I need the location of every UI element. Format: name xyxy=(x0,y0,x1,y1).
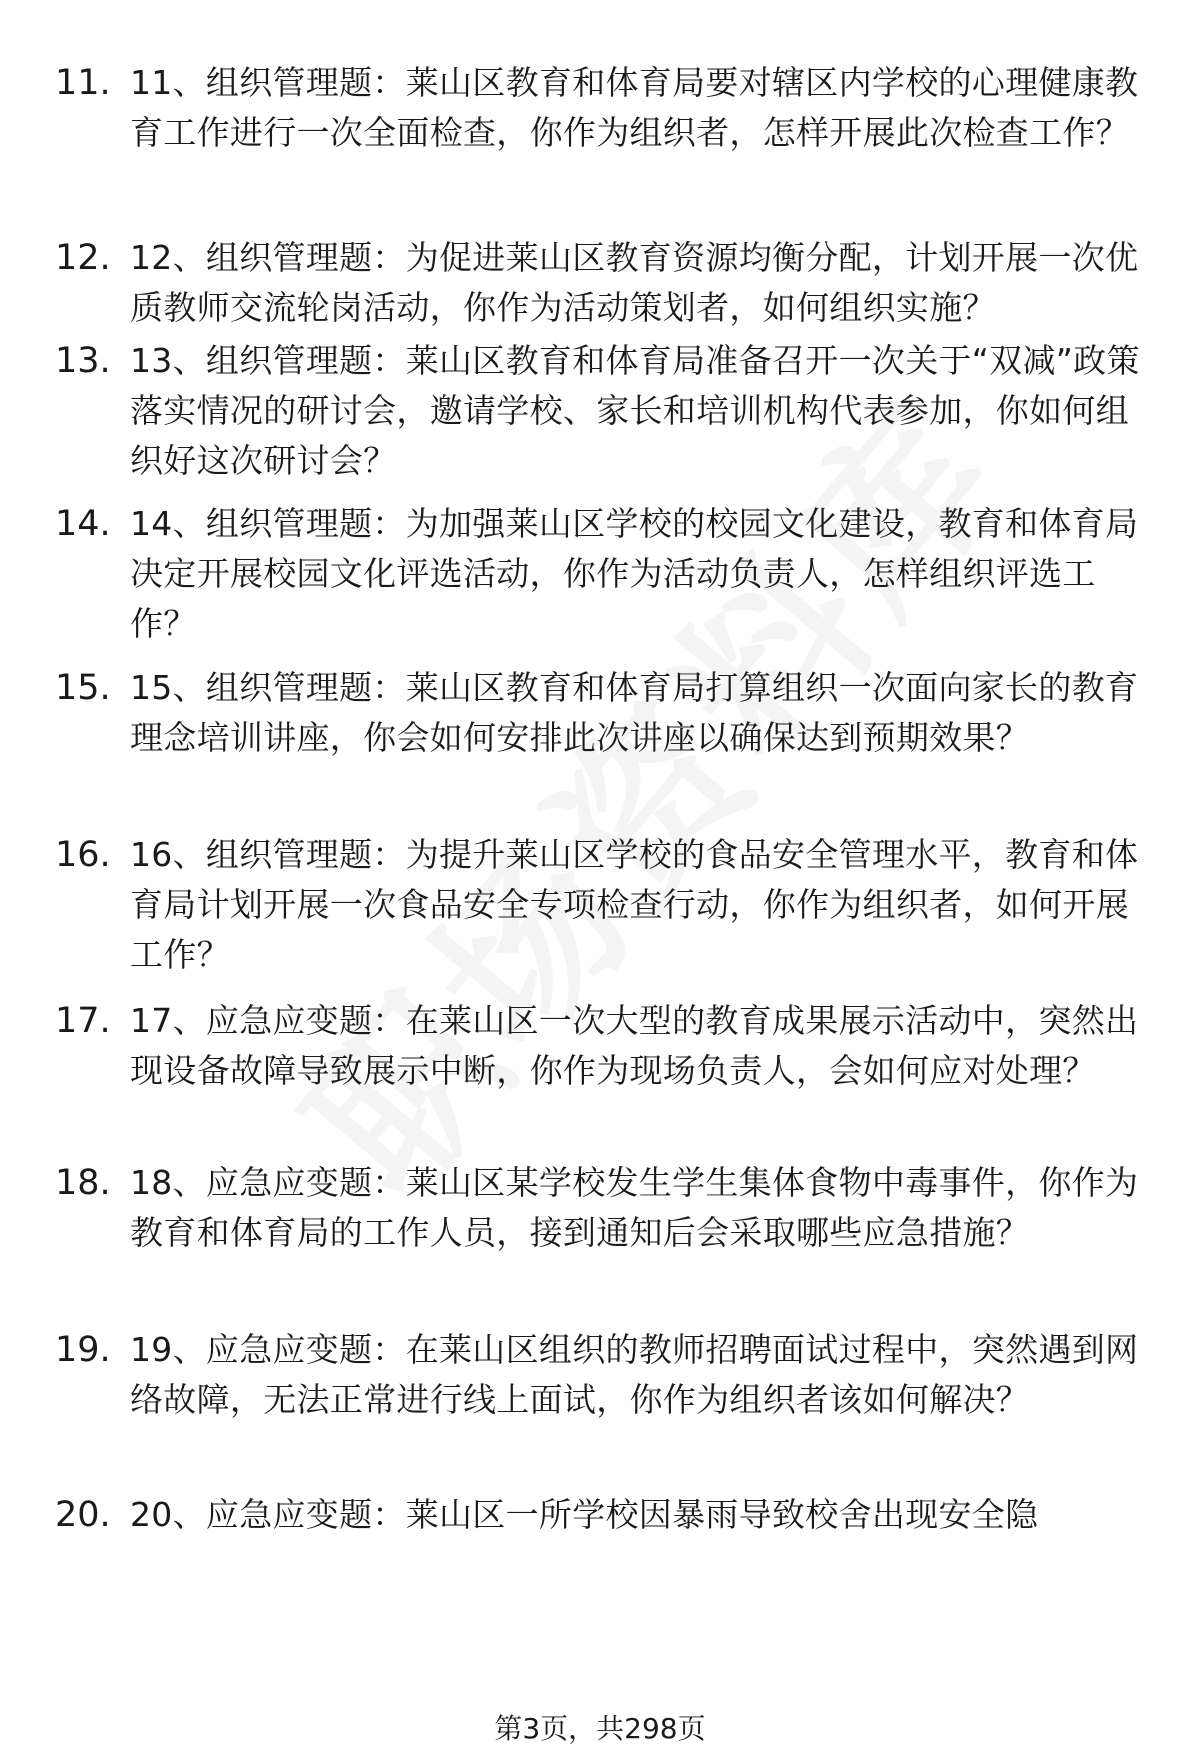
item-text: 17、应急应变题：在莱山区一次大型的教育成果展示活动中，突然出现设备故障导致展示中断，你作为现场负责人，会如何应对处理？ xyxy=(130,1001,1139,1090)
item-number: 18. xyxy=(55,1163,111,1203)
item-number: 11. xyxy=(55,63,111,103)
item-text: 18、应急应变题：莱山区某学校发生学生集体食物中毒事件，你作为教育和体育局的工作人员，接到通知后会采取哪些应急措施？ xyxy=(130,1163,1139,1252)
item-number: 13. xyxy=(55,341,111,381)
item-text: 19、应急应变题：在莱山区组织的教师招聘面试过程中，突然遇到网络故障，无法正常进行线上面试，你作为组织者该如何解决？ xyxy=(130,1330,1139,1419)
item-text: 12、组织管理题：为促进莱山区教育资源均衡分配，计划开展一次优质教师交流轮岗活动，你作为活动策划者，如何组织实施？ xyxy=(130,238,1139,327)
item-text: 13、组织管理题：莱山区教育和体育局准备召开一次关于“双减”政策落实情况的研讨会，邀请学校、家长和培训机构代表参加，你如何组织好这次研讨会？ xyxy=(130,341,1140,480)
item-number: 17. xyxy=(55,1001,111,1041)
item-number: 15. xyxy=(55,668,111,708)
item-text: 16、组织管理题：为提升莱山区学校的食品安全管理水平，教育和体育局计划开展一次食品安全专项检查行动，你作为组织者，如何开展工作？ xyxy=(130,835,1139,974)
item-text: 15、组织管理题：莱山区教育和体育局打算组织一次面向家长的教育理念培训讲座，你会如何安排此次讲座以确保达到预期效果？ xyxy=(130,668,1139,757)
item-number: 16. xyxy=(55,835,111,875)
item-number: 20. xyxy=(55,1495,111,1535)
item-number: 19. xyxy=(55,1330,111,1370)
item-text: 14、组织管理题：为加强莱山区学校的校园文化建设，教育和体育局决定开展校园文化评选活动，你作为活动负责人，怎样组织评选工作？ xyxy=(130,504,1139,643)
item-number: 12. xyxy=(55,238,111,278)
page-number-footer: 第3页，共298页 xyxy=(494,1712,706,1745)
item-text: 11、组织管理题：莱山区教育和体育局要对辖区内学校的心理健康教育工作进行一次全面检查，你作为组织者，怎样开展此次检查工作？ xyxy=(130,63,1139,152)
item-text: 20、应急应变题：莱山区一所学校因暴雨导致校舍出现安全隐 xyxy=(130,1495,1039,1534)
item-number: 14. xyxy=(55,504,111,544)
